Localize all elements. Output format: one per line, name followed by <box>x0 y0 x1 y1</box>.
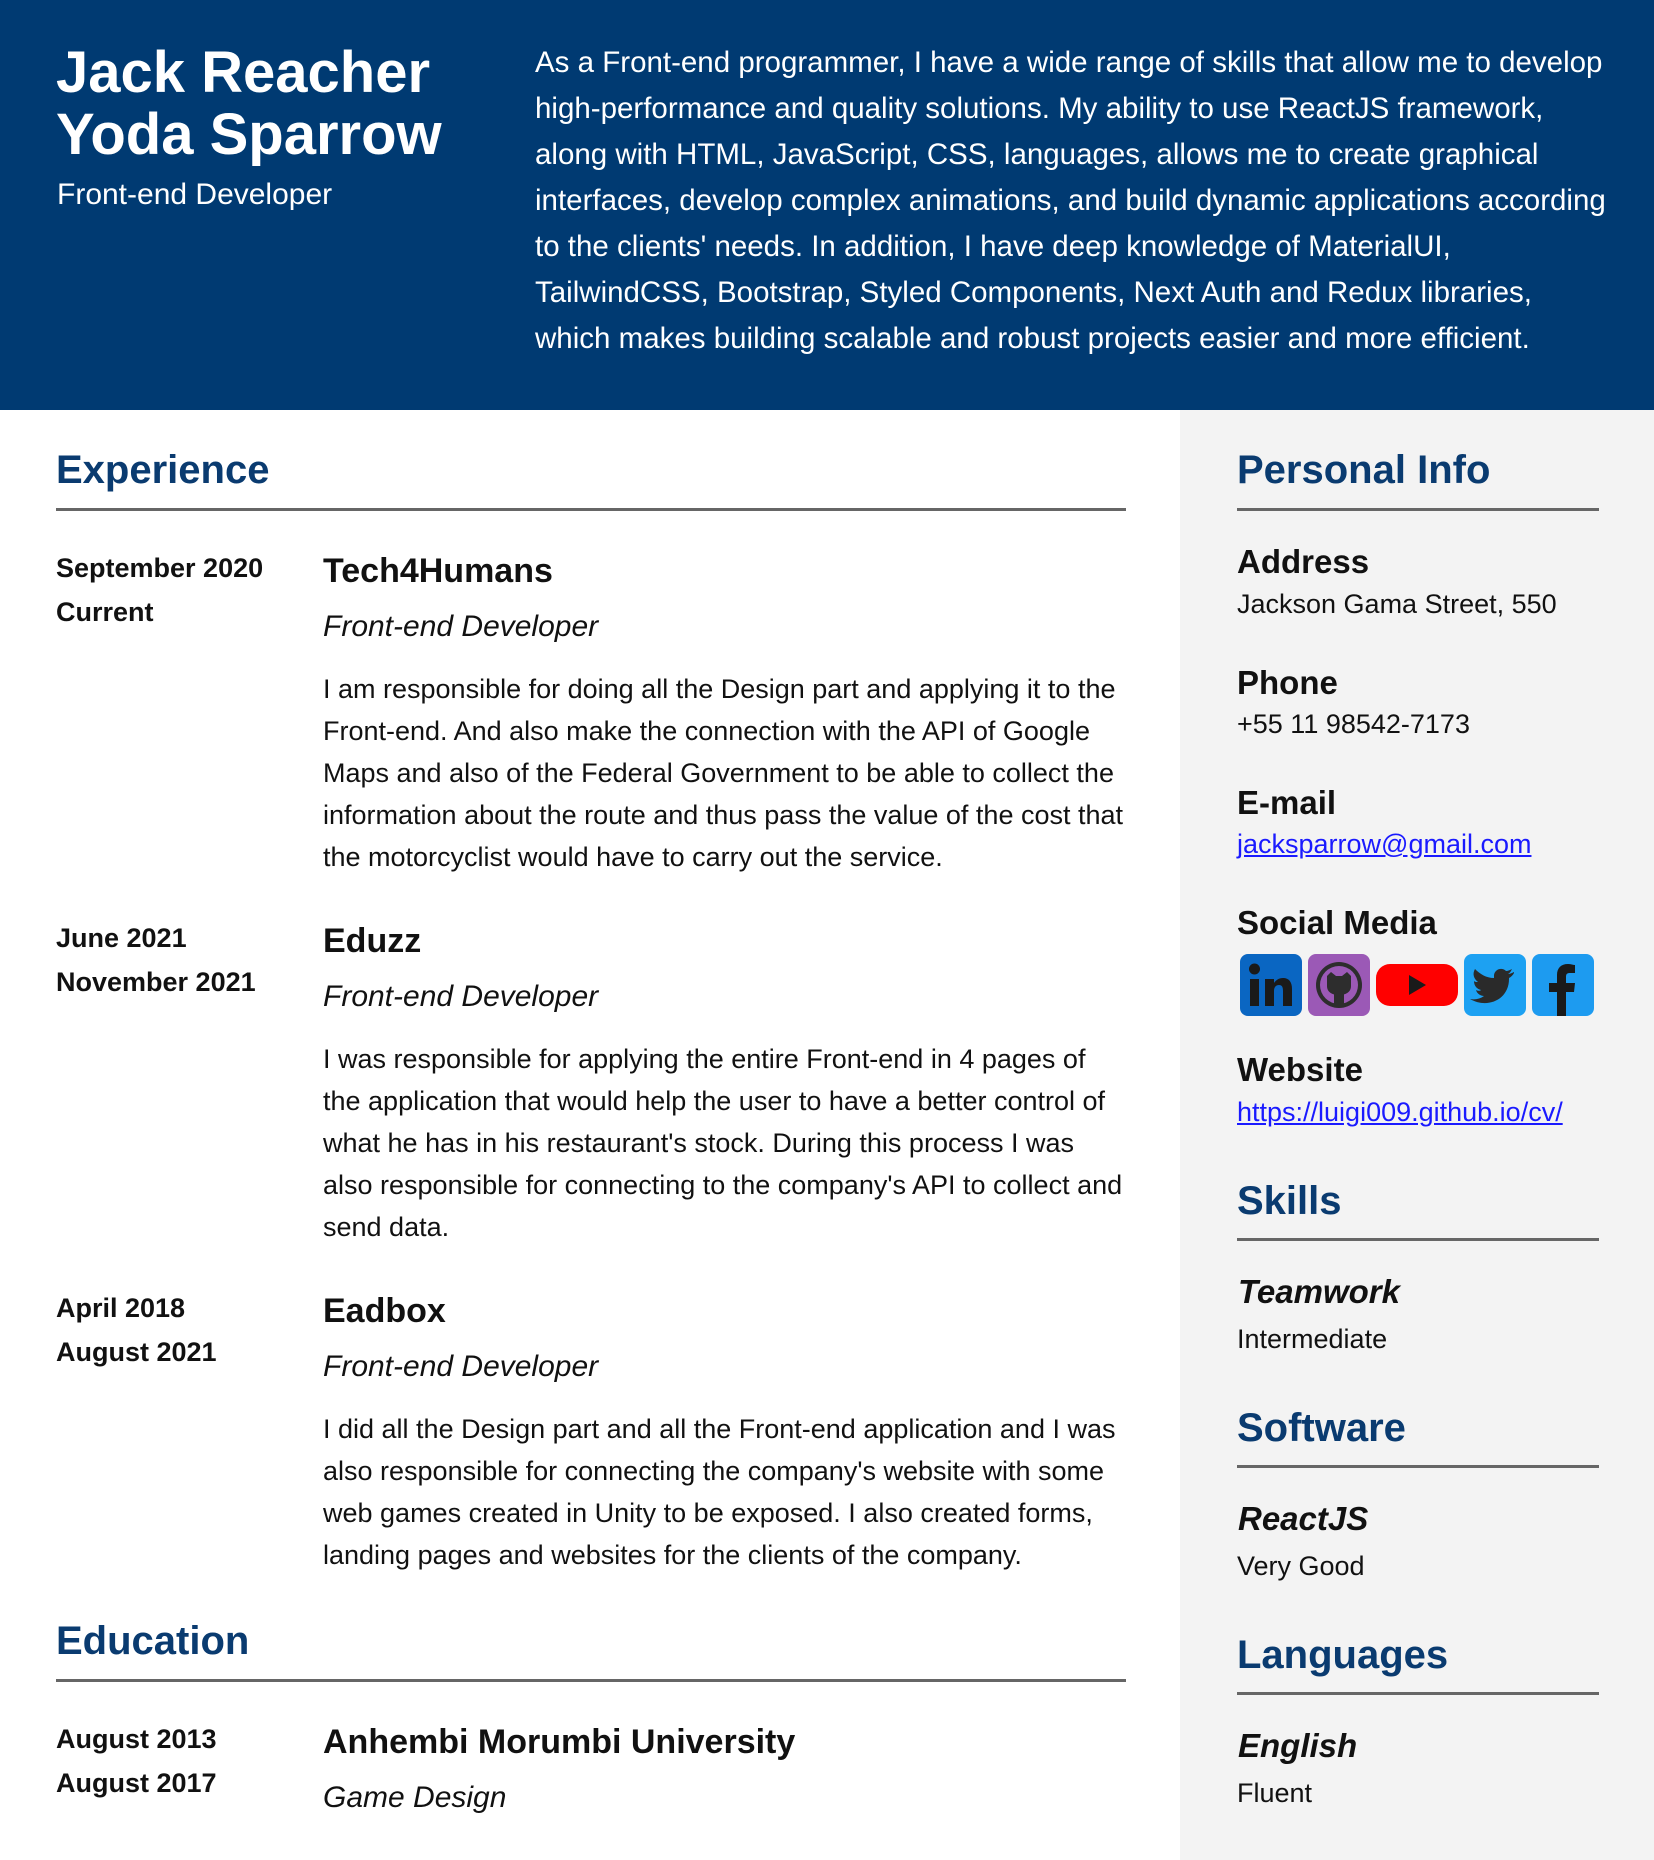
position-title: Front-end Developer <box>323 610 599 643</box>
end-date: August 2017 <box>56 1768 217 1798</box>
address-value: Jackson Gama Street, 550 <box>1237 589 1557 619</box>
skill-name: Teamwork <box>1238 1273 1401 1310</box>
languages-heading: Languages <box>1237 1633 1449 1677</box>
name-line-2: Yoda Sparrow <box>56 102 442 167</box>
linkedin-icon[interactable] <box>1240 954 1302 1021</box>
phone-label: Phone <box>1237 664 1338 701</box>
header <box>0 0 1654 410</box>
job-title: Front-end Developer <box>57 178 333 211</box>
position-title: Front-end Developer <box>323 980 599 1013</box>
language-name: English <box>1238 1727 1358 1764</box>
date-range <box>56 1286 217 1374</box>
website-value <box>1237 1097 1563 1128</box>
languages-divider <box>1237 1692 1599 1695</box>
email-value <box>1237 829 1531 860</box>
start-date: September 2020 <box>56 553 264 583</box>
position-title: Front-end Developer <box>323 1350 599 1383</box>
software-name: ReactJS <box>1238 1500 1369 1537</box>
experience-heading: Experience <box>56 448 270 492</box>
github-icon[interactable] <box>1308 954 1370 1021</box>
job-description: I am responsible for doing all the Design part and applying it to the Front-end. And also make the connection with the API of Google Maps and also of the Federal Government to be able to collect the information about the route and thus pass the value of the cost that the motorcyclist would have to carry out the service. <box>323 674 1124 872</box>
profile-summary: As a Front-end programmer, I have a wide range of skills that allow me to develop high-performance and quality solutions. My ability to use ReactJS framework, along with HTML, JavaScript, CSS, languages, allows me to create graphical interfaces, develop complex animations, and build dynamic applications according to the clients' needs. In addition, I have deep knowledge of MaterialUI, TailwindCSS, Bootstrap, Styled Components, Next Auth and Redux libraries, which makes building scalable and robust projects easier and more efficient. <box>535 46 1606 355</box>
skills-divider <box>1237 1238 1599 1241</box>
start-date: August 2013 <box>56 1724 217 1754</box>
website-label: Website <box>1237 1051 1363 1088</box>
email-label: E-mail <box>1237 784 1337 821</box>
website-link[interactable]: https://luigi009.github.io/cv/ <box>1237 1097 1563 1127</box>
end-date: August 2021 <box>56 1337 217 1367</box>
software-level: Very Good <box>1237 1551 1365 1581</box>
skill-level: Intermediate <box>1237 1324 1388 1354</box>
skills-heading: Skills <box>1237 1179 1342 1223</box>
end-date: November 2021 <box>56 967 256 997</box>
facebook-icon[interactable] <box>1532 954 1594 1021</box>
school-name: Anhembi Morumbi University <box>323 1723 796 1761</box>
address-label: Address <box>1237 543 1370 580</box>
personal-info-divider <box>1237 508 1599 511</box>
language-level: Fluent <box>1237 1778 1313 1808</box>
social-icons <box>1240 954 1600 1021</box>
phone-value: +55 11 98542-7173 <box>1237 709 1470 739</box>
youtube-icon[interactable] <box>1376 954 1458 1021</box>
start-date: June 2021 <box>56 923 187 953</box>
software-divider <box>1237 1465 1599 1468</box>
company-name: Tech4Humans <box>323 552 553 590</box>
personal-info-heading: Personal Info <box>1237 448 1491 492</box>
date-range <box>56 916 256 1004</box>
date-range <box>56 1717 217 1805</box>
education-heading: Education <box>56 1619 250 1663</box>
full-name <box>56 42 442 166</box>
experience-divider <box>56 508 1126 511</box>
education-divider <box>56 1679 1126 1682</box>
job-description: I was responsible for applying the entire Front-end in 4 pages of the application that would help the user to have a better control of what he has in his restaurant's stock. During this process I was also responsible for connecting to the company's API to collect and send data. <box>323 1044 1123 1242</box>
start-date: April 2018 <box>56 1293 186 1323</box>
end-date: Current <box>56 597 154 627</box>
company-name: Eduzz <box>323 922 422 960</box>
company-name: Eadbox <box>323 1292 446 1330</box>
software-heading: Software <box>1237 1406 1406 1450</box>
email-link[interactable]: jacksparrow@gmail.com <box>1237 829 1532 859</box>
date-range <box>56 546 263 634</box>
social-media-label: Social Media <box>1237 904 1437 941</box>
twitter-icon[interactable] <box>1464 954 1526 1021</box>
course-name: Game Design <box>323 1781 507 1814</box>
job-description: I did all the Design part and all the Front-end application and I was also responsible for connecting the company's website with some web games created in Unity to be exposed. I also created forms, landing pages and websites for the clients of the company. <box>323 1414 1116 1570</box>
name-line-1: Jack Reacher <box>56 40 431 105</box>
